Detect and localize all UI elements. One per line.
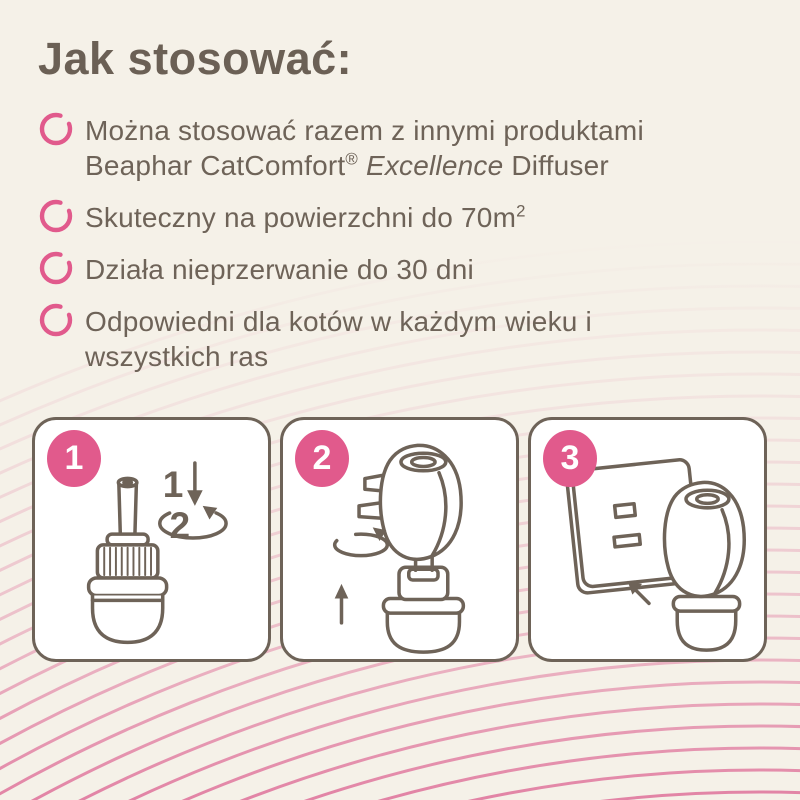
bullet-item-compatibility — [38, 111, 770, 183]
sequence-label-2: 2 — [169, 504, 191, 547]
brand-variant: Excellence — [357, 150, 504, 181]
step-panel-3 — [528, 417, 767, 662]
bullet-item-duration — [38, 250, 770, 287]
registered-mark: ® — [345, 149, 358, 169]
bullet-text-line: Działa nieprzerwanie do 30 dni — [85, 254, 474, 285]
instruction-steps — [32, 417, 767, 662]
sequence-label-1: 1 — [162, 463, 184, 506]
superscript: 2 — [516, 201, 526, 221]
swirl-bullet-icon — [38, 302, 74, 338]
bullet-list — [38, 111, 770, 374]
step-panel-1 — [32, 417, 271, 662]
page-title: Jak stosować: — [38, 33, 353, 84]
step-number-badge: 3 — [543, 430, 597, 487]
bullet-text-line: Można stosować razem z innymi produktami — [85, 115, 644, 146]
bullet-item-coverage — [38, 198, 770, 235]
bullet-text-line — [85, 148, 644, 183]
step-panel-2 — [280, 417, 519, 662]
swirl-bullet-icon — [38, 111, 74, 147]
swirl-bullet-icon — [38, 198, 74, 234]
bullet-text-line: wszystkich ras — [85, 341, 269, 372]
bullet-text-line: Skuteczny na powierzchni do $70m^2$ — [85, 201, 526, 233]
swirl-bullet-icon — [38, 250, 74, 286]
step-number-badge: 1 — [47, 430, 101, 487]
brand-product: Diffuser — [503, 150, 609, 181]
step-number-badge: 2 — [295, 430, 349, 487]
brand-name: Beaphar CatComfort — [85, 150, 346, 181]
bullet-item-suitability — [38, 302, 770, 374]
bullet-text-line: Odpowiedni dla kotów w każdym wieku i — [85, 306, 592, 337]
